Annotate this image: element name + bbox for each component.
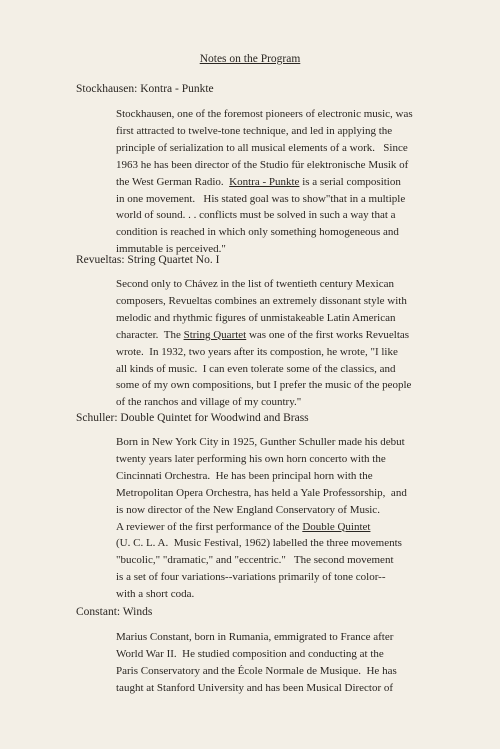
text-line: first attracted to twelve-tone technique, and led in applying the (116, 124, 393, 137)
text-line: twenty years later performing his own horn concerto with the (116, 452, 386, 465)
section-body-constant (116, 629, 500, 697)
section-body-stockhausen (116, 106, 500, 258)
text-line (116, 327, 500, 344)
section-body-revueltas (116, 276, 500, 411)
text-line: immutable is perceived." (116, 243, 226, 256)
text-line: Paris Conservatory and the École Normale de Musique. He has (116, 664, 397, 677)
section-heading-constant: Constant: Winds (76, 606, 153, 618)
text-fragment: is a serial composition (299, 175, 401, 188)
text-line: "bucolic," "dramatic," and "eccentric." The second movement (116, 554, 394, 567)
underlined-work-title: String Quartet (183, 328, 247, 341)
section-heading-stockhausen: Stockhausen: Kontra - Punkte (76, 83, 214, 95)
section-body-schuller (116, 434, 500, 603)
text-line: is a set of four variations--variations primarily of tone color-- (116, 571, 386, 584)
text-line: 1963 he has been director of the Studio für elektronische Musik of (116, 158, 409, 171)
text-line: of the ranchos and village of my country." (116, 396, 302, 409)
text-line: (U. C. L. A. Music Festival, 1962) labelled the three movements (116, 537, 402, 550)
underlined-work-title: Double Quintet (302, 520, 371, 533)
text-line: World War II. He studied composition and conducting at the (116, 647, 384, 660)
text-line: Metropolitan Opera Orchestra, has held a Yale Professorship, and (116, 486, 407, 499)
text-line: Second only to Chávez in the list of twentieth century Mexican (116, 278, 394, 290)
text-line: principle of serialization to all musical elements of a work. Since (116, 141, 408, 154)
text-line: Stockhausen, one of the foremost pioneers of electronic music, was (116, 108, 413, 120)
text-fragment: the West German Radio. (116, 175, 230, 188)
section-heading-schuller: Schuller: Double Quintet for Woodwind and Brass (76, 412, 309, 424)
page-title: Notes on the Program (199, 53, 301, 65)
text-fragment: character. The (116, 328, 184, 341)
text-line: in one movement. His stated goal was to show"that in a multiple (116, 192, 406, 205)
text-line (116, 519, 500, 536)
text-line: world of sound. . . conflicts must be solved in such a way that a (116, 209, 396, 222)
section-heading-revueltas: Revueltas: String Quartet No. I (76, 254, 220, 266)
text-line: condition is reached in which only something homogeneous and (116, 226, 399, 239)
text-fragment: was one of the first works Revueltas (246, 328, 410, 341)
text-line: Born in New York City in 1925, Gunther Schuller made his debut (116, 436, 405, 448)
text-line: melodic and rhythmic figures of unmistakeable Latin American (116, 311, 396, 324)
text-line: composers, Revueltas combines an extremely dissonant style with (116, 294, 407, 307)
underlined-work-title: Kontra - Punkte (229, 175, 300, 188)
text-line: Marius Constant, born in Rumania, emmigrated to France after (116, 631, 394, 643)
text-line: is now director of the New England Conservatory of Music. (116, 503, 380, 516)
text-line: some of my own compositions, but I prefer the music of the people (116, 379, 412, 392)
text-line: taught at Stanford University and has been Musical Director of (116, 681, 394, 694)
text-line: wrote. In 1932, two years after its compostion, he wrote, "I like (116, 345, 398, 358)
text-line (116, 174, 500, 191)
text-line: with a short coda. (116, 588, 195, 601)
text-line: Cincinnati Orchestra. He has been principal horn with the (116, 469, 373, 482)
text-line: all kinds of music. I can even tolerate some of the classics, and (116, 362, 396, 375)
text-fragment: A reviewer of the first performance of the (116, 520, 303, 533)
